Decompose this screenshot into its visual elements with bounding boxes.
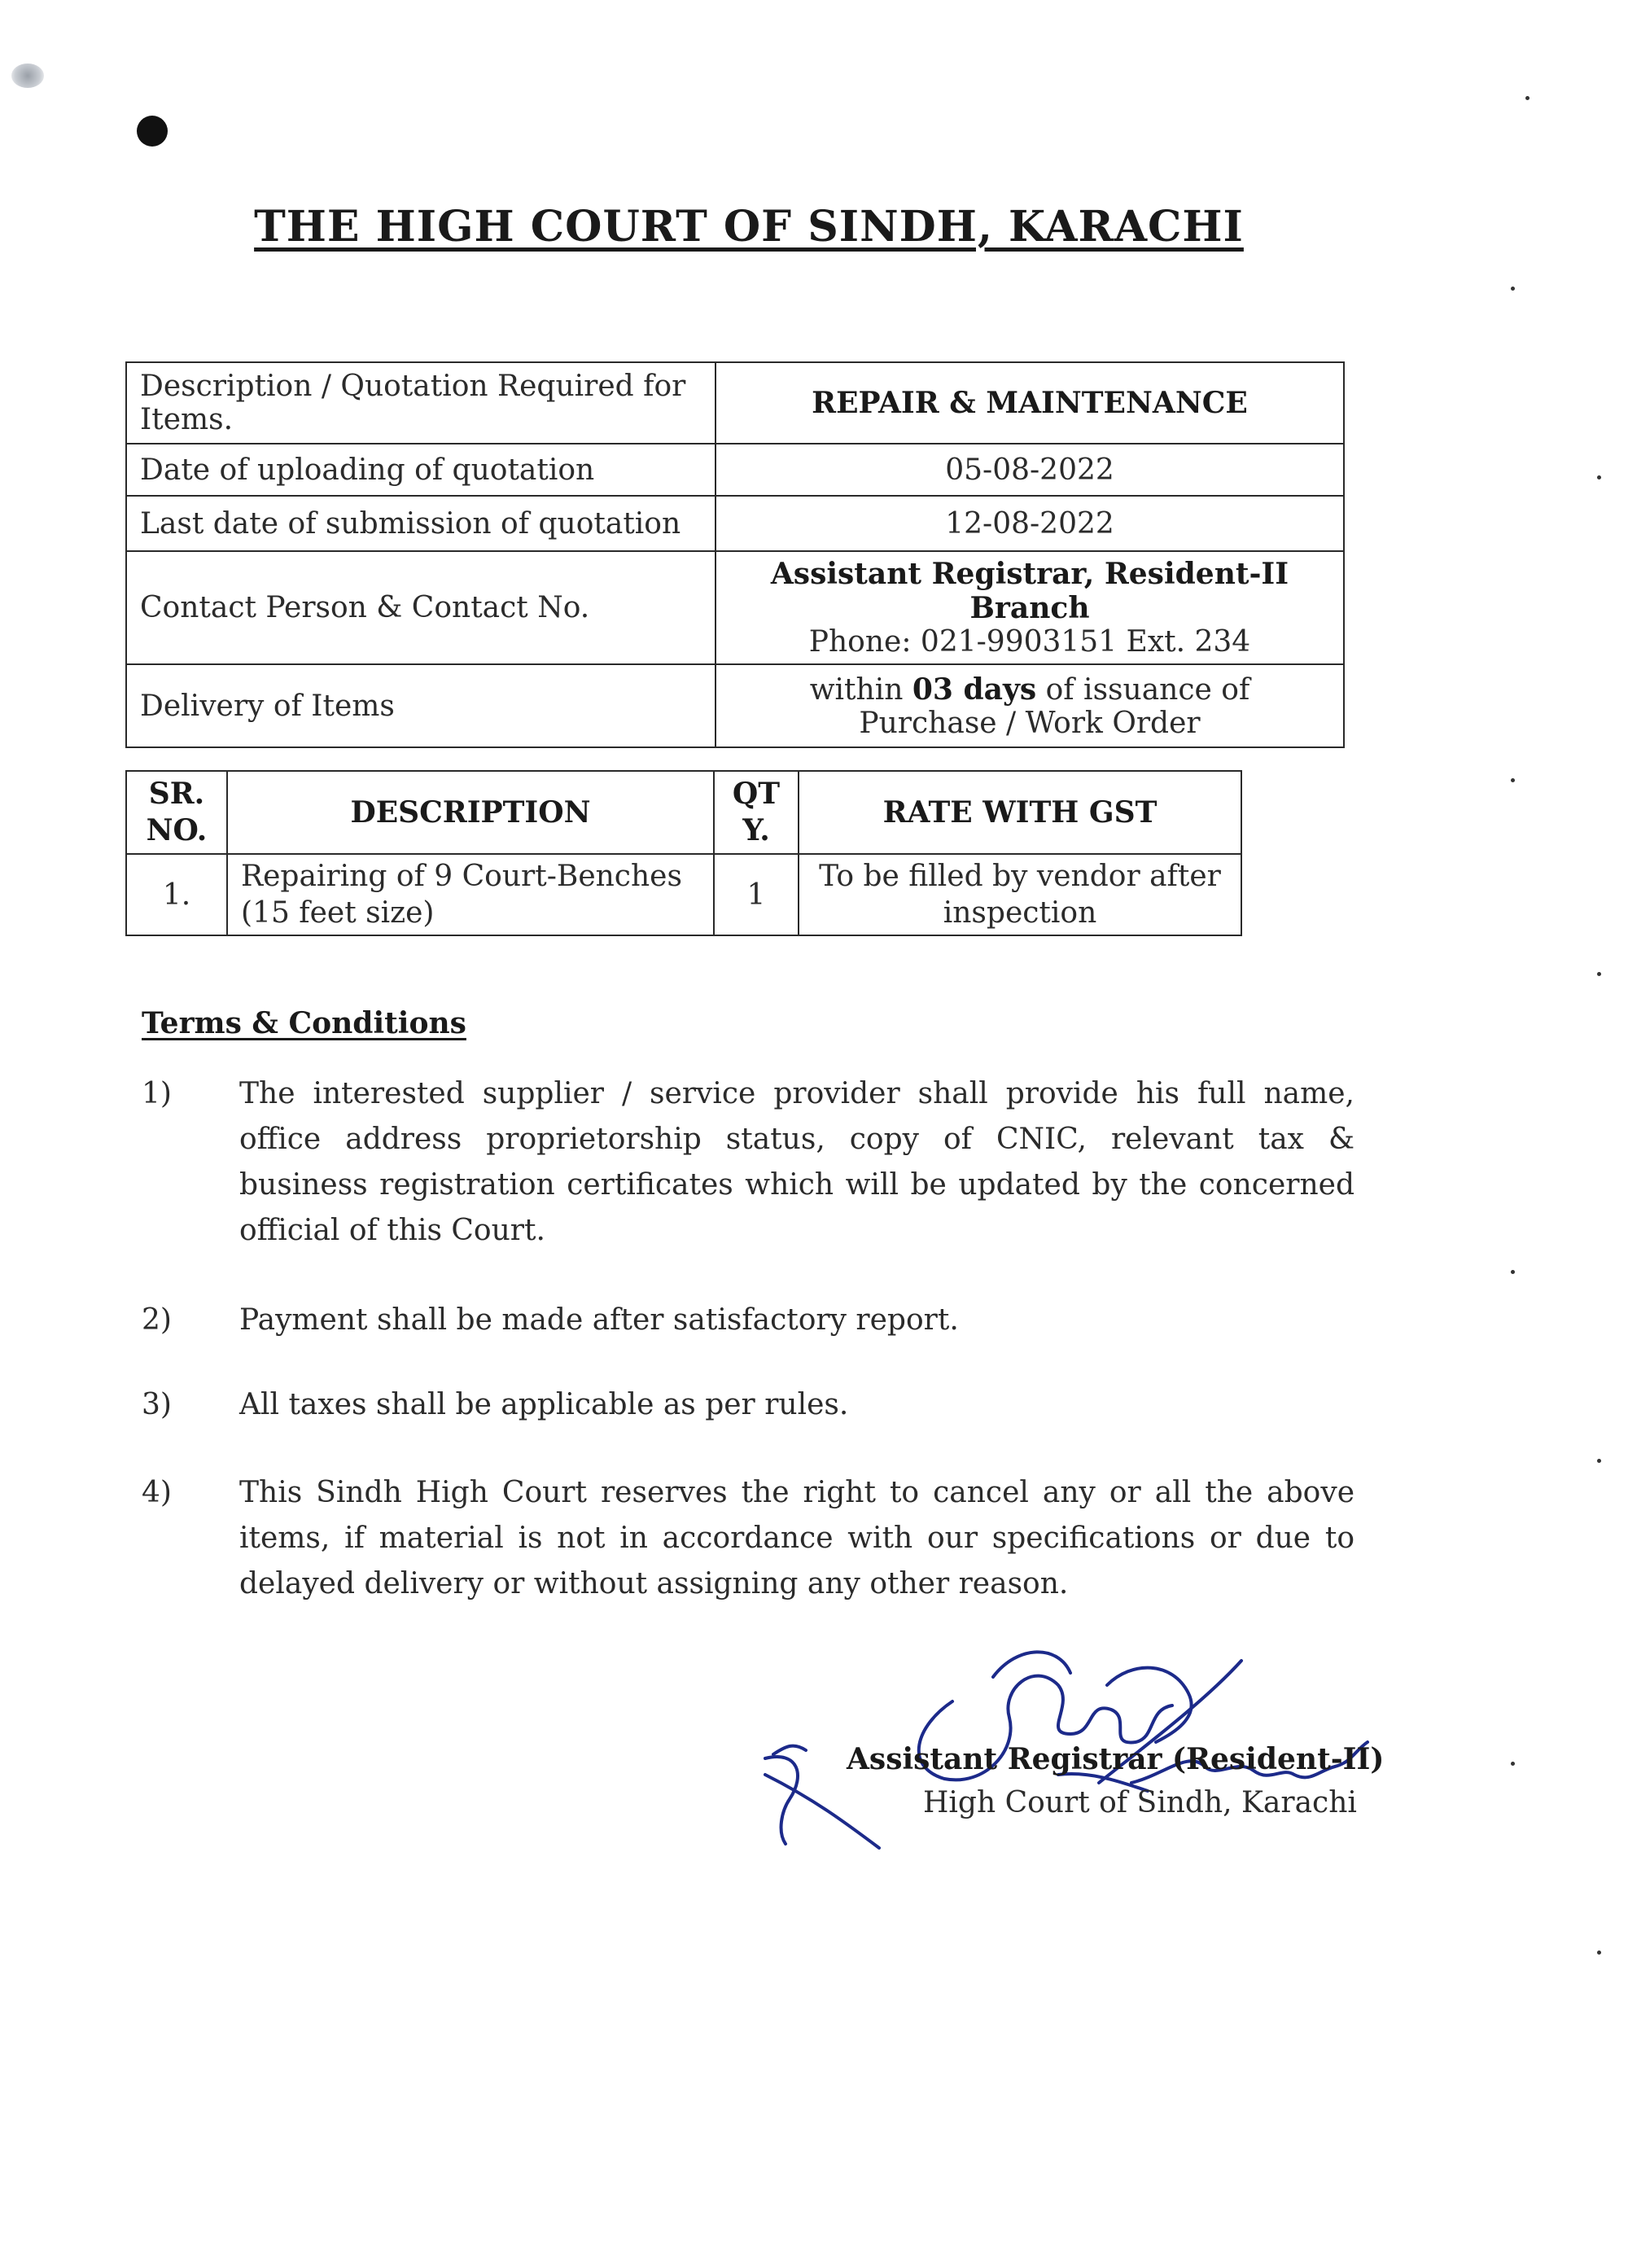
- table-row: [126, 854, 1241, 935]
- term-number: 3): [142, 1388, 172, 1421]
- handwritten-signature: [749, 1612, 1400, 1856]
- info-value: [716, 551, 1344, 664]
- info-label: Delivery of Items: [126, 664, 716, 747]
- punch-hole-mark: [137, 116, 168, 147]
- list-item: [142, 1298, 1354, 1343]
- info-value: 05-08-2022: [716, 444, 1344, 496]
- table-row: [126, 551, 1344, 664]
- delivery-days: 03 days: [912, 672, 1037, 707]
- contact-person: Assistant Registrar, Resident-II Branch: [770, 557, 1289, 625]
- table-header-row: [126, 771, 1241, 854]
- delivery-line-2: Purchase / Work Order: [859, 706, 1201, 740]
- scan-speck: [1597, 475, 1601, 479]
- cell-rate: To be filled by vendor after inspection: [799, 854, 1241, 935]
- list-item: [142, 1470, 1354, 1607]
- delivery-text: within: [809, 672, 912, 707]
- delivery-line-1: [729, 672, 1330, 707]
- contact-phone: Phone: 021-9903151 Ext. 234: [808, 625, 1251, 659]
- document-title: THE HIGH COURT OF SINDH, KARACHI: [254, 202, 1244, 252]
- scan-speck: [1597, 972, 1601, 976]
- cell-description: Repairing of 9 Court-Benches (15 feet size): [227, 854, 714, 935]
- info-value: 12-08-2022: [716, 496, 1344, 551]
- table-row: [126, 496, 1344, 551]
- scan-speck: [1511, 778, 1515, 782]
- scan-smudge: [11, 63, 44, 88]
- term-text: The interested supplier / service provider shall provide his full name, office address proprietorship status, copy of CNIC, relevant tax & business registration certificates which will be updated by the concerned official of this Court.: [239, 1077, 1354, 1247]
- term-text: Payment shall be made after satisfactory report.: [239, 1303, 959, 1337]
- list-item: [142, 1071, 1354, 1254]
- header-description: DESCRIPTION: [227, 771, 714, 854]
- info-label: Description / Quotation Required for Items.: [126, 362, 716, 444]
- term-number: 2): [142, 1303, 172, 1337]
- term-number: 1): [142, 1077, 172, 1110]
- info-label: Contact Person & Contact No.: [126, 551, 716, 664]
- scan-speck: [1511, 1762, 1515, 1766]
- signatory-title: Assistant Registrar (Resident-II): [847, 1742, 1385, 1776]
- cell-qty: 1: [714, 854, 799, 935]
- scan-speck: [1511, 1270, 1515, 1274]
- items-table: [125, 770, 1242, 936]
- header-qty: QT Y.: [714, 771, 799, 854]
- terms-heading: Terms & Conditions: [142, 1006, 466, 1040]
- quotation-info-table: [125, 361, 1345, 748]
- info-label: Last date of submission of quotation: [126, 496, 716, 551]
- scan-speck: [1511, 287, 1515, 291]
- table-row: [126, 362, 1344, 444]
- header-rate: RATE WITH GST: [799, 771, 1241, 854]
- term-text: All taxes shall be applicable as per rules.: [239, 1388, 849, 1421]
- info-value: REPAIR & MAINTENANCE: [716, 362, 1344, 444]
- delivery-text: of issuance of: [1036, 672, 1250, 707]
- scan-speck: [1525, 96, 1530, 100]
- scan-speck: [1597, 1459, 1601, 1463]
- info-value: [716, 664, 1344, 747]
- header-sr-no: SR. NO.: [126, 771, 227, 854]
- scan-speck: [1597, 1951, 1601, 1955]
- table-row: [126, 444, 1344, 496]
- cell-sr-no: 1.: [126, 854, 227, 935]
- term-number: 4): [142, 1476, 172, 1509]
- info-label: Date of uploading of quotation: [126, 444, 716, 496]
- list-item: [142, 1382, 1354, 1428]
- signatory-office: High Court of Sindh, Karachi: [923, 1786, 1357, 1819]
- term-text: This Sindh High Court reserves the right to cancel any or all the above items, if material is not in accordance with our specifications or due to delayed delivery or without assigning any other reason.: [239, 1476, 1354, 1600]
- table-row: [126, 664, 1344, 747]
